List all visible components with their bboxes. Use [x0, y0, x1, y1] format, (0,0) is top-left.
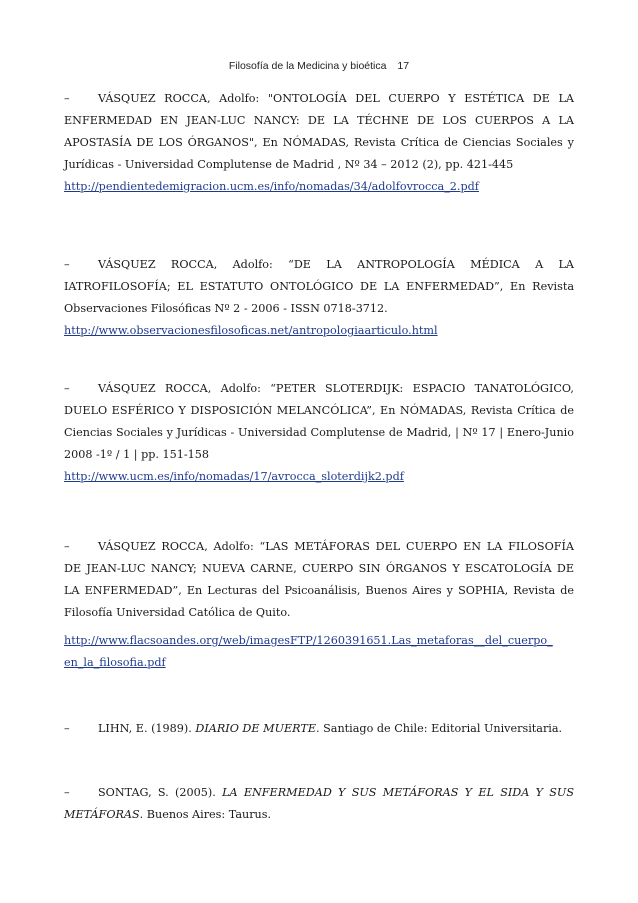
reference-entry — [64, 536, 574, 674]
reference-text — [64, 782, 574, 826]
reference-link[interactable]: http://pendientedemigracion.ucm.es/info/nomadas/34/adolfovrocca_2.pdf — [64, 180, 479, 193]
reference-link[interactable]: http://www.ucm.es/info/nomadas/17/avrocca_sloterdijk2.pdf — [64, 470, 404, 483]
list-dash: – — [64, 540, 70, 553]
list-dash: – — [64, 92, 70, 105]
reference-author: SONTAG, S. (2005). — [98, 786, 216, 799]
reference-title: LA ENFERMEDAD Y SUS METÁFORAS Y EL SIDA Y SUS METÁFORAS — [64, 786, 575, 821]
page-header — [0, 60, 638, 72]
reference-entry — [64, 254, 574, 342]
header-title: Filosofía de la Medicina y bioética — [228, 60, 387, 72]
reference-entry — [64, 718, 574, 740]
reference-title: DIARIO DE MUERTE — [195, 722, 317, 735]
reference-body: VÁSQUEZ ROCCA, Adolfo: “PETER SLOTERDIJK: ESPACIO TANATOLÓGICO, DUELO ESFÉRICO Y DISPOSICIÓN MELANCÓLICA”, En NÓMADAS, Revista Crítica de Ciencias Sociales y Jurídicas - Universidad Complutense de Madrid, | Nº 17 | Enero-Junio 2008 -1º / 1 | pp. 151-158 — [64, 382, 574, 461]
reference-link-line-1[interactable]: http://www.flacsoandes.org/web/imagesFTP/1260391651.Las_metaforas__del_cuerpo_ — [64, 634, 553, 647]
reference-body: VÁSQUEZ ROCCA, Adolfo: "ONTOLOGÍA DEL CUERPO Y ESTÉTICA DE LA ENFERMEDAD EN JEAN-LUC NANCY: DE LA TÉCHNE DE LOS CUERPOS A LA APOSTASÍA DE LOS ÓRGANOS", En NÓMADAS, Revista Crítica de Ciencias Sociales y Jurídicas - Universidad Complutense de Madrid , Nº 34 – 2012 (2), pp. 421-445 — [64, 92, 574, 171]
reference-rest: . Buenos Aires: Taurus. — [139, 808, 272, 821]
reference-text — [64, 718, 574, 740]
reference-body: VÁSQUEZ ROCCA, Adolfo: “DE LA ANTROPOLOGÍA MÉDICA A LA IATROFILOSOFÍA; EL ESTATUTO ONTOLÓGICO DE LA ENFERMEDAD”, En Revista Observaciones Filosóficas Nº 2 - 2006 - ISSN 0718-3712. — [64, 258, 574, 315]
reference-link[interactable]: http://www.observacionesfilosoficas.net/antropologiaarticulo.html — [64, 324, 438, 337]
list-dash: – — [64, 258, 70, 271]
reference-entry — [64, 782, 574, 826]
list-dash: – — [64, 786, 70, 799]
reference-author: LIHN, E. (1989). — [98, 722, 192, 735]
list-dash: – — [64, 382, 70, 395]
reference-entry — [64, 88, 574, 198]
reference-link-line-2[interactable]: en_la_filosofia.pdf — [64, 656, 166, 669]
reference-entry — [64, 378, 574, 488]
reference-rest: . Santiago de Chile: Editorial Universitaria. — [316, 722, 563, 735]
reference-text — [64, 378, 574, 466]
reference-text — [64, 88, 574, 176]
list-dash: – — [64, 722, 70, 735]
reference-text — [64, 536, 574, 624]
reference-body: VÁSQUEZ ROCCA, Adolfo: “LAS METÁFORAS DEL CUERPO EN LA FILOSOFÍA DE JEAN-LUC NANCY; NUEVA CARNE, CUERPO SIN ÓRGANOS Y ESCATOLOGÍA DE LA ENFERMEDAD”, En Lecturas del Psicoanálisis, Buenos Aires y SOPHIA, Revista de Filosofía Universidad Católica de Quito. — [64, 540, 574, 619]
reference-text — [64, 254, 574, 320]
page-number: 17 — [397, 60, 410, 72]
